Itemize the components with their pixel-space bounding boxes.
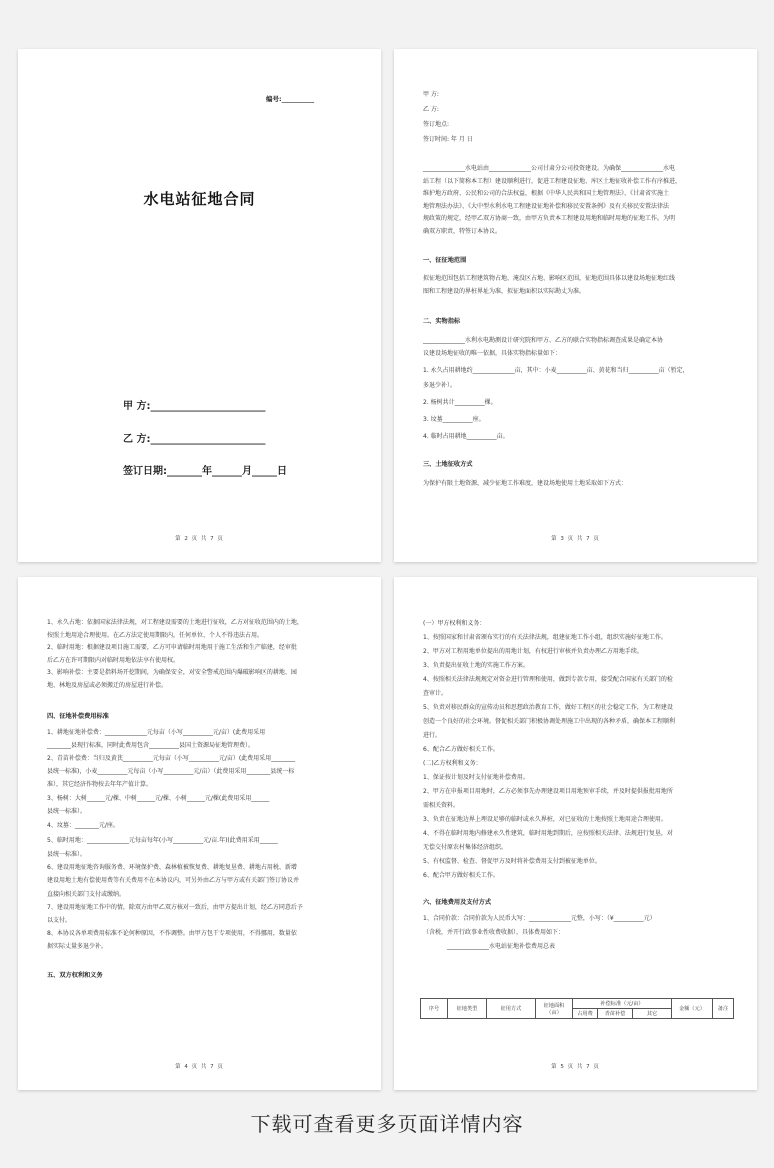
- text-line: 议建设场地征收的唯一依据，具体实物指标量如下：: [423, 349, 562, 357]
- text-line: 地、林地及房屋或必须搬迁的房屋进行补偿。: [47, 681, 168, 689]
- list-item: ________县现行标准，同时此费用包含__________县国土资源局征地管理费）。: [47, 741, 255, 749]
- list-item: 1、耕地征地补偿费：______________元每亩（小写__________元/亩）(此费用采用: [47, 728, 266, 736]
- table-caption: ______________水电站征地补偿费用总表: [447, 943, 556, 950]
- section-heading: 五、双方权利和义务: [47, 971, 103, 979]
- page-footer: 第 5 页 共 7 页: [551, 1064, 600, 1070]
- header-sign-time: 签订时间: 年 月 日: [423, 136, 473, 143]
- subsection-heading: (二)乙方权利和义务：: [423, 760, 482, 767]
- header-party-a: 甲 方:: [423, 91, 439, 98]
- list-item: 6、建设用地征地咨询服务费、环境保护费、森林植被恢复费、耕地复垦费、耕地占用税、新增: [47, 864, 297, 872]
- document-page-cover: [18, 49, 381, 562]
- section-heading: 二、实物指标: [423, 318, 461, 326]
- table-header-cell: 补偿标准（元/亩）: [573, 999, 672, 1009]
- party-a-line: 甲 方:_______________________: [123, 401, 266, 412]
- party-b-line: 乙 方:_______________________: [123, 434, 266, 445]
- section-heading: 三、土地征收方式: [423, 461, 473, 469]
- list-item: 1、保证按计划及时支付征地补偿费用。: [423, 774, 529, 781]
- list-item: 2、青苗补偿费：当归及黄芪__________元每亩（小写__________元/亩）(此费用采用________: [47, 754, 296, 762]
- list-item: 5、负责对移民群众的宣传动员和思想政治教育工作，做好工程区的社会稳定工作，为工程建设: [423, 704, 673, 711]
- page-content: [423, 617, 730, 954]
- text-line: 确双方职责，特签订本协议。: [423, 227, 502, 235]
- text-line: 站工程（以下简称本工程）建设顺利进行，促进工程建设征地、库区土地征收补偿工作有序推进，: [423, 177, 682, 185]
- text-line: ______________水电站由______________公司甘肃分公司投资建设。为确保______________水电: [423, 165, 676, 172]
- text-line: 规政策的规定，经甲乙双方协商一致，由甲方负责本工程建设用地和临时用地的征地工作。为明: [423, 215, 676, 223]
- list-item: 5、临时用地：______________元每亩每年(小写__________元/亩.年)(此费用采用______: [47, 836, 278, 844]
- list-item: 4、按照相关法律法规规定对资金进行管理和使用，做到专款专用，接受配合国家有关部门的检: [423, 676, 673, 683]
- list-item: 准），其它经济作物按去年年产值计算。: [47, 781, 153, 789]
- list-item: （含税，并开行政事业性收费收据），具体费用如下：: [423, 929, 565, 936]
- page-footer: 第 3 页 共 7 页: [551, 536, 600, 542]
- list-item: 进行。: [423, 732, 442, 739]
- text-line: 按照土地用途合理使用。在乙方法定使用期限内，任何单位、个人不得违法占用。: [47, 631, 264, 639]
- list-item: 6、配合甲方做好相关工作。: [423, 872, 499, 879]
- list-item: 建设用地土地有偿使用费等有关费用不在本协议内，可另外由乙方与甲方或有关部门签订协议并: [47, 877, 300, 885]
- subsection-heading: (一）甲方权利和义务：: [423, 620, 486, 627]
- table-header-cell: 序号: [421, 999, 448, 1019]
- table-header-cell: 金额（元）: [672, 999, 713, 1019]
- header-party-b: 乙 方:: [423, 106, 439, 113]
- section-heading: 四、征地补偿费用标准: [47, 712, 109, 720]
- list-item: 1. 永久占用耕地约______________亩，其中：小麦__________亩、黄花和当归__________亩（暂定，: [423, 367, 689, 375]
- download-caption: 下载可查看更多页面详情内容: [250, 1112, 524, 1136]
- list-item: 县统一标准）。: [47, 807, 87, 815]
- list-item: 3. 坟墓__________座。: [423, 416, 485, 424]
- section-heading: 六、征地费用及支付方式: [423, 899, 492, 906]
- table-header-cell: 其它: [633, 1009, 672, 1019]
- list-item: 1、合同价款：合同价款为人民币大写：______________元整，小写：（¥__________元）: [423, 915, 656, 922]
- page-footer: 第 4 页 共 7 页: [175, 1064, 224, 1070]
- compensation-table: [420, 998, 734, 1019]
- text-line: 为保护有限土地资源，减少征地工作难度，建设场地使用土地采取如下方式：: [423, 479, 628, 487]
- contract-title: 水电站征地合同: [143, 190, 256, 208]
- list-item: 3、负责在征地边界上埋设足够的临时或永久界桩，对已征收的土地按照土地用途合理使用。: [423, 816, 667, 823]
- table-header-cell: 备注: [713, 999, 734, 1019]
- list-item: 5、有权监督、检查、督促甲方及时将补偿费用支付到被征地单位。: [423, 858, 601, 865]
- intro-paragraph: [423, 163, 730, 239]
- table-header-cell: 征地面积（亩）: [536, 999, 573, 1019]
- document-page-4: [394, 577, 757, 1090]
- header-sign-place: 签订地点:: [423, 121, 450, 128]
- contract-number-field: 编号:__________: [266, 95, 315, 103]
- text-line: 3、影响补偿：主要是指料场开挖期间，为确保安全，对安全警戒范围内爆破影响区的耕地、园: [47, 669, 297, 677]
- text-line: 拟征地范围包括工程建筑物占地、淹没区占地、影响区范围，征地范围具体以建设场地征地红线: [423, 275, 676, 283]
- list-item: 7、建设用地征地工作中的情，除双方由甲乙双方核对一致后，由甲方提出计划，经乙方同意后予: [47, 903, 303, 911]
- text-line: 维护地方政府、公民和公司的合法权益，根据《中华人民共和国土地管理法》、《甘肃省实施土: [423, 190, 670, 198]
- document-page-3: [18, 577, 381, 1090]
- list-item: 据实际丈量多退少补。: [47, 943, 108, 951]
- text-line: 1、永久占地：依据国家法律法规，对工程建设需要的土地进行征收，乙方对征收范围内的土地，: [47, 619, 303, 626]
- list-item: 创造一个良好的社会环境。督促相关部门积极协调处理施工中出现的各种矛盾，确保本工程顺利: [423, 718, 676, 725]
- list-item: 4. 临时占用耕地__________亩。: [423, 433, 509, 441]
- document-page-2: [394, 49, 757, 562]
- list-item: 3、杨树：大树______元/棵、中树______元/棵、小树______元/棵(此费用采用______: [47, 794, 270, 802]
- list-item: 4、不得在临时用地内修建永久性建筑，临时用地到期后，应按照相关法律、法规进行复垦，对: [423, 830, 673, 837]
- list-item: 多退少补）。: [423, 382, 457, 390]
- sign-date-line: 签订日期:_______年______月_____日: [123, 466, 287, 477]
- list-item: 县统一标准）。: [47, 850, 87, 858]
- list-item: 3、负责提出征收土地的实施工作方案。: [423, 662, 529, 669]
- list-item: 4、坟墓：________元/座。: [47, 821, 119, 829]
- list-item: 需相关资料。: [423, 802, 460, 809]
- page-footer: 第 2 页 共 7 页: [175, 536, 224, 542]
- list-item: 2. 杨树共计__________棵。: [423, 399, 497, 407]
- list-item: 县统一标准)，小麦__________元每亩（小写__________元/亩）（此费用采用________县统一标: [47, 768, 295, 776]
- list-item: 8、本协议各单项费用标准不论何种原因，不作调整。由甲方包干专项使用，不得挪用，数量依: [47, 930, 297, 938]
- list-item: 1、按照国家和甘肃省颁布实行的有关法律法规，组建征地工作小组，组织实施好征地工作。: [423, 634, 667, 641]
- list-item: 查审计。: [423, 690, 448, 697]
- table-header-cell: 征用方式: [487, 999, 536, 1019]
- text-line: ______________水利水电勘测设计研究院和甲方、乙方的联合实物指标调查成果是确定本协: [423, 336, 664, 344]
- list-item: 6、配合乙方做好相关工作。: [423, 746, 499, 753]
- table-header-cell: 征地类型: [448, 999, 487, 1019]
- list-item: 以支付。: [47, 917, 72, 924]
- table-header-cell: 占用费: [573, 1009, 598, 1019]
- section-heading: 一、征征地范围: [423, 256, 467, 264]
- list-item: 无偿交付原农村集体经济组织。: [423, 844, 508, 851]
- text-line: 2、临时用地：根据建设项目施工需要，乙方可申请临时用地用于施工生活和生产临建，经审批: [47, 644, 297, 652]
- text-line: 地管理法办法》、《大中型水利水电工程建设征地补偿和移民安置条例》及有关移民安置法律法: [423, 202, 670, 210]
- list-item: 直接向相关部门支付或缴纳。: [47, 890, 126, 898]
- page-content: [47, 617, 354, 985]
- text-line: 图和工程建设的界桩界址为准，拟征地面积以实际勘丈为准。: [423, 287, 586, 295]
- page-content: [423, 87, 730, 490]
- list-item: 2、甲方在申报项目用地时，乙方必须事先办理建设项目用地预审手续，并及时提供报批用地所: [423, 788, 673, 795]
- table-header-cell: 青苗补偿: [598, 1009, 633, 1019]
- text-line: 后乙方在许可期限内对临时用地依法享有使用权。: [47, 656, 180, 664]
- list-item: 2、甲方对工程用地单位提出的用地计划，有权进行审核并负责办理乙方用地手续。: [423, 648, 643, 655]
